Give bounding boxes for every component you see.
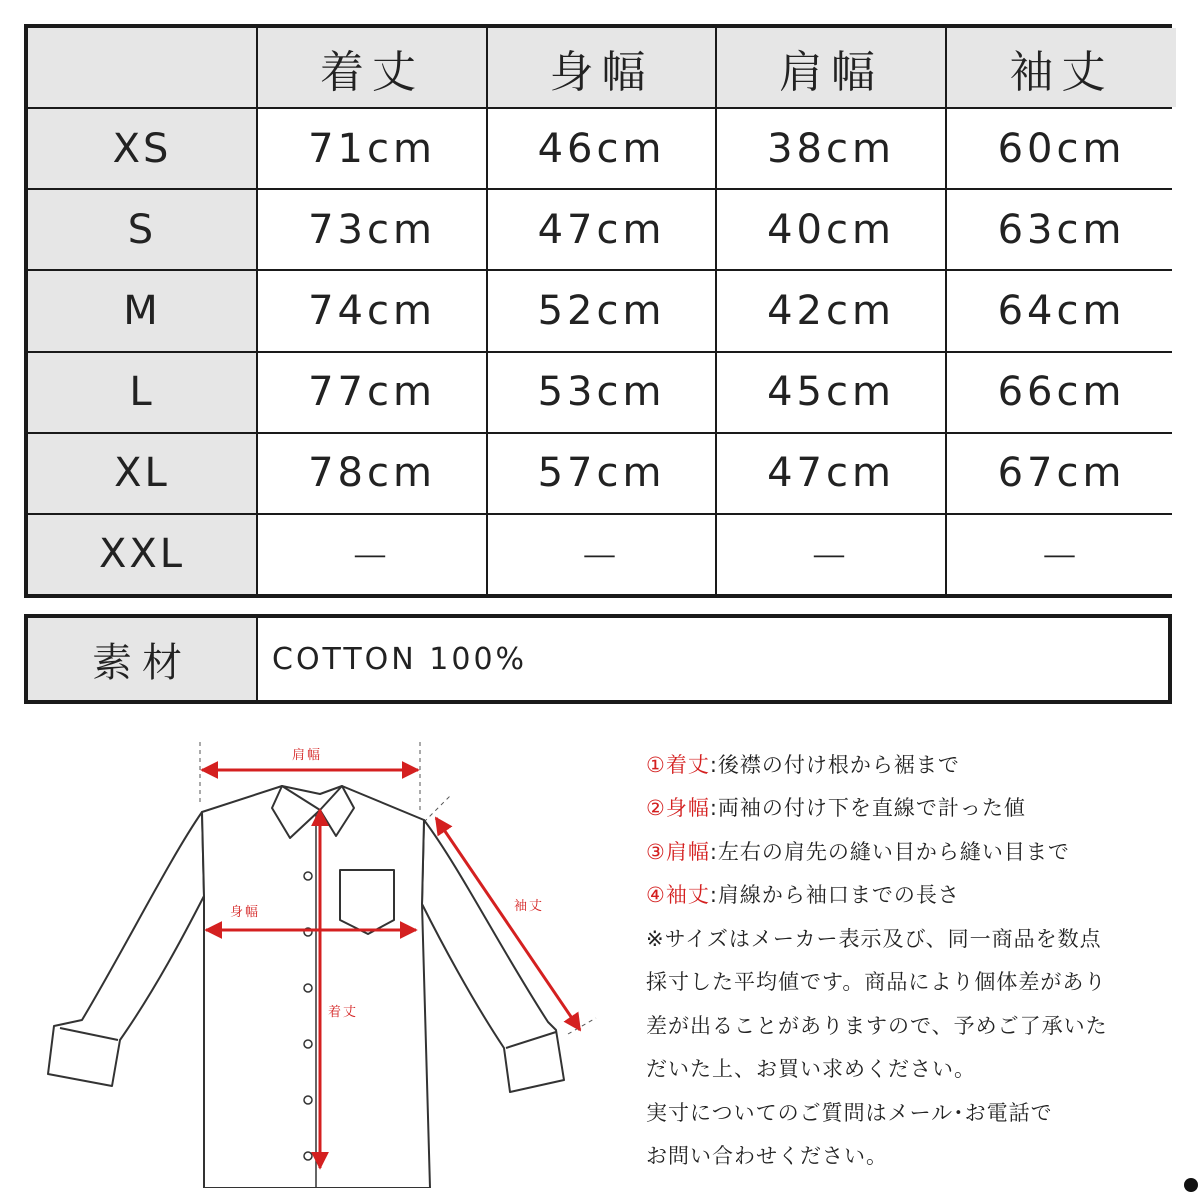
size-table	[24, 24, 1172, 598]
note-line	[646, 916, 1186, 960]
table-cell: 42cm	[717, 271, 945, 350]
sleeve-length-label: 袖丈	[514, 899, 545, 914]
note-text: お問い合わせください。	[646, 1144, 888, 1169]
shoulder-width-label: 肩幅	[292, 748, 323, 763]
length-label: 着丈	[328, 1005, 359, 1020]
note-marker: ④袖丈	[646, 883, 710, 908]
table-cell: －	[488, 515, 715, 594]
table-cell: 57cm	[488, 434, 715, 513]
note-marker: ③肩幅	[646, 839, 710, 864]
note-line	[646, 1047, 1186, 1091]
note-text: ※サイズはメーカー表示及び、同一商品を数点	[646, 926, 1102, 951]
note-text: :肩線から袖口までの長さ	[709, 883, 960, 908]
table-cell: －	[258, 515, 486, 594]
table-cell: 67cm	[947, 434, 1176, 513]
size-label-m: M	[28, 271, 256, 350]
note-text: :後襟の付け根から裾まで	[709, 752, 960, 777]
shirt-measurement-diagram	[20, 728, 620, 1188]
table-cell: 60cm	[947, 109, 1176, 188]
table-cell: 71cm	[258, 109, 486, 188]
table-cell: －	[717, 515, 945, 594]
size-label-xs: XS	[28, 109, 256, 188]
size-label-xxl: XXL	[28, 515, 256, 594]
note-text: :左右の肩先の縫い目から縫い目まで	[709, 839, 1070, 864]
note-line	[646, 786, 1186, 830]
table-cell: 40cm	[717, 190, 945, 269]
material-row	[24, 614, 1172, 704]
column-header-shoulder-width: 肩幅	[717, 28, 945, 107]
note-line	[646, 960, 1186, 1004]
size-label-xl: XL	[28, 434, 256, 513]
note-marker: ②身幅	[646, 796, 710, 821]
column-header-body-width: 身幅	[488, 28, 715, 107]
table-cell: 46cm	[488, 109, 715, 188]
table-cell: 45cm	[717, 353, 945, 432]
measurement-notes	[646, 742, 1186, 1177]
table-cell: 53cm	[488, 353, 715, 432]
note-text: だいた上、お買い求めください。	[646, 1057, 976, 1082]
table-cell: 73cm	[258, 190, 486, 269]
table-cell: 63cm	[947, 190, 1176, 269]
note-text: 実寸についてのご質問はメール･お電話で	[646, 1100, 1053, 1125]
body-width-label: 身幅	[230, 905, 261, 920]
table-cell: 47cm	[717, 434, 945, 513]
material-label: 素材	[28, 618, 256, 700]
table-cell: 66cm	[947, 353, 1176, 432]
note-line	[646, 829, 1186, 873]
table-cell: 77cm	[258, 353, 486, 432]
table-cell: 64cm	[947, 271, 1176, 350]
size-label-l: L	[28, 353, 256, 432]
note-text: :両袖の付け下を直線で計った値	[709, 796, 1026, 821]
column-header-length: 着丈	[258, 28, 486, 107]
note-text: 採寸した平均値です。商品により個体差があり	[646, 970, 1107, 995]
note-text: 差が出ることがありますので、予めご了承いた	[646, 1013, 1108, 1038]
note-line	[646, 1003, 1186, 1047]
note-line	[646, 873, 1186, 917]
material-value: COTTON 100%	[258, 618, 1168, 700]
corner-dot	[1184, 1178, 1198, 1192]
column-header-sleeve-length: 袖丈	[947, 28, 1176, 107]
table-cell: 78cm	[258, 434, 486, 513]
note-line	[646, 742, 1186, 786]
table-cell: 47cm	[488, 190, 715, 269]
table-cell: －	[947, 515, 1176, 594]
note-line	[646, 1090, 1186, 1134]
size-label-s: S	[28, 190, 256, 269]
table-corner-cell	[28, 28, 256, 107]
table-cell: 52cm	[488, 271, 715, 350]
table-cell: 74cm	[258, 271, 486, 350]
table-cell: 38cm	[717, 109, 945, 188]
note-line	[646, 1134, 1186, 1178]
note-marker: ①着丈	[646, 752, 710, 777]
